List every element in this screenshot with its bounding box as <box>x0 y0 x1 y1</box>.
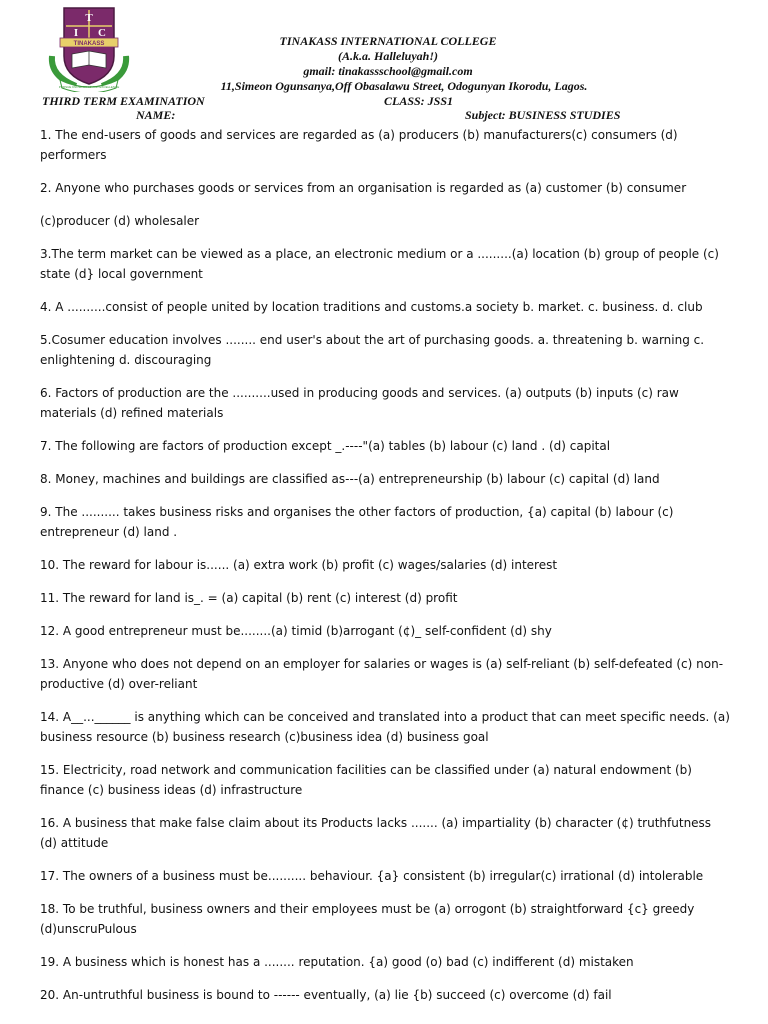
school-address: 11,Simeon Ogunsanya,Off Obasalawu Street, Odogunyan Ikorodu, Lagos. <box>220 79 588 93</box>
question-11: 11. The reward for land is_. = (a) capital (b) rent (c) interest (d) profit <box>40 591 458 605</box>
question-15: 15. Electricity, road network and communication facilities can be classified under (a) natural endowment (b) finance (c) business ideas (d) infrastructure <box>40 763 692 797</box>
question-2-options: (c)producer (d) wholesaler <box>40 214 200 228</box>
question-20: 20. An-untruthful business is bound to ------ eventually, (a) lie {b) succeed (c) overcome (d) fail <box>40 988 612 1002</box>
school-email: gmail: tinakassschool@gmail.com <box>303 64 473 78</box>
question-19: 19. A business which is honest has a ........ reputation. {a) good (o) bad (c) indifferent (d) mistaken <box>40 955 634 969</box>
question-10: 10. The reward for labour is...... (a) extra work (b) profit (c) wages/salaries (d) interest <box>40 558 558 572</box>
question-6: 6. Factors of production are the ..........used in producing goods and services. (a) outputs (b) inputs (c) raw materials (d) refined materials <box>40 386 679 420</box>
logo-letter-t: T <box>85 12 93 24</box>
question-14: 14. A__...______ is anything which can be conceived and translated into a product that can meet specific needs. (a) business resource (b) business research (c)business idea (d) business goal <box>40 710 730 744</box>
question-1: 1. The end-users of goods and services are regarded as (a) producers (b) manufacturers(c) consumers (d) performers <box>40 128 678 162</box>
question-16: 16. A business that make false claim about its Products lacks ....... (a) impartiality (b) character (¢) truthfutness (d) attitude <box>40 816 712 850</box>
question-list <box>40 125 730 1005</box>
question-8: 8. Money, machines and buildings are classified as---(a) entrepreneurship (b) labour (c) capital (d) land <box>40 472 660 486</box>
exam-header <box>0 34 768 122</box>
name-subject-row <box>0 108 768 122</box>
question-12: 12. A good entrepreneur must be........(a) timid (b)arrogant (¢)_ self-confident (d) shy <box>40 624 552 638</box>
logo-letter-c: C <box>98 27 106 39</box>
class-label: CLASS: JSS1 <box>384 94 454 108</box>
question-13: 13. Anyone who does not depend on an employer for salaries or wages is (a) self-reliant (b) self-defeated (c) non-productive (d) over-reliant <box>40 657 724 691</box>
logo-motto: PURSUE KNOWLEDGE AND EXCELLENCE <box>58 85 120 89</box>
exam-title: THIRD TERM EXAMINATION <box>42 94 205 108</box>
question-5: 5.Cosumer education involves ........ end user's about the art of purchasing goods. a. threatening b. warning c. enlightening d. discouraging <box>40 333 705 367</box>
subject-label: Subject: BUSINESS STUDIES <box>465 108 621 122</box>
name-label: NAME: <box>136 108 176 122</box>
question-4: 4. A ..........consist of people united by location traditions and customs.a society b. market. c. business. d. club <box>40 300 703 314</box>
question-17: 17. The owners of a business must be.......... behaviour. {a} consistent (b) irregular(c) irrational (d) intolerable <box>40 869 704 883</box>
question-18: 18. To be truthful, business owners and their employees must be (a) orrogont (b) straightforward {c} greedy (d)unscruPulous <box>40 902 695 936</box>
question-3: 3.The term market can be viewed as a place, an electronic medium or a .........(a) location (b) group of people (c) state (d} local government <box>40 247 719 281</box>
logo-letter-i: I <box>73 27 79 39</box>
school-name: TINAKASS INTERNATIONAL COLLEGE <box>279 34 497 48</box>
logo-ribbon-text: TINAKASS <box>73 41 105 47</box>
question-7: 7. The following are factors of production except _.----"(a) tables (b) labour (c) land . (d) capital <box>40 439 611 453</box>
question-2: 2. Anyone who purchases goods or services from an organisation is regarded as (a) customer (b) consumer <box>40 181 687 195</box>
school-aka: (A.k.a. Halleluyah!) <box>337 49 438 63</box>
exam-meta-row <box>0 94 768 108</box>
question-9: 9. The .......... takes business risks and organises the other factors of production, {a) capital (b) labour (c) entrepreneur (d) land . <box>40 505 674 539</box>
